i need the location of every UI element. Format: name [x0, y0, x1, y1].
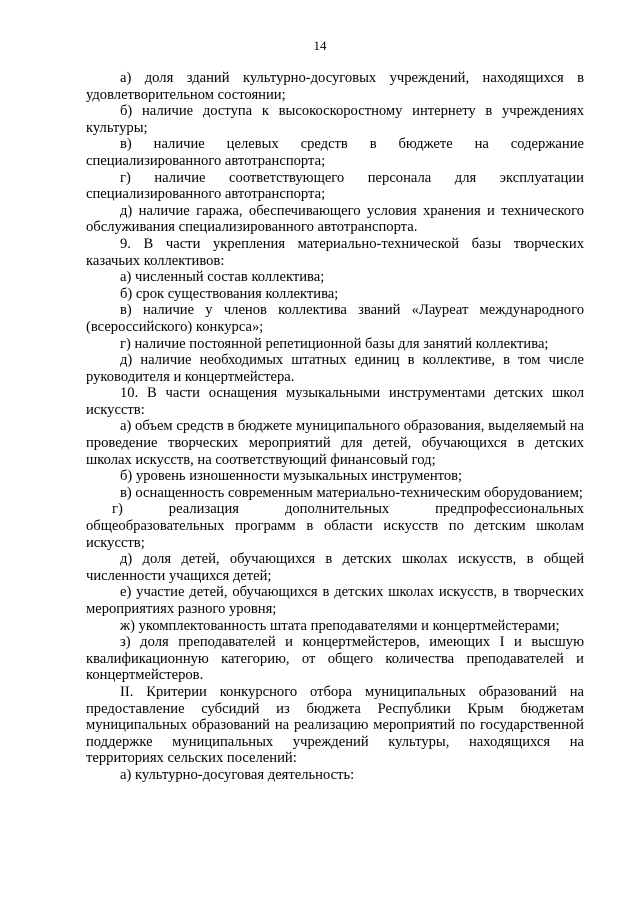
- paragraph-10-g: г) реализация дополнительных предпрофессиональных общеобразовательных программ в области искусств по детским школам искусств;: [86, 501, 584, 551]
- paragraph-item-g-transport-staff: г) наличие соответствующего персонала для эксплуатации специализированного автотранспорта;: [86, 169, 584, 203]
- paragraph-ii-a: а) культурно-досуговая деятельность:: [120, 766, 355, 783]
- paragraph-item-d-garage: д) наличие гаража, обеспечивающего условия хранения и технического обслуживания специализированного автотранспорта.: [86, 202, 584, 236]
- section-9-heading: 9. В части укрепления материально-технической базы творческих казачьих коллективов:: [86, 235, 584, 269]
- paragraph-9-b: б) срок существования коллектива;: [120, 285, 339, 302]
- paragraph-9-g: г) наличие постоянной репетиционной базы для занятий коллектива;: [120, 335, 549, 352]
- document-body: [86, 70, 584, 784]
- section-ii-heading: II. Критерии конкурсного отбора муниципальных образований на предоставление субсидий из бюджета Республики Крым бюджетам муниципальных образований на реализацию мероприятий по государственной поддержке муниципальных учреждений культуры, находящихся на территориях сельских поселений:: [86, 683, 584, 767]
- section-10-heading: 10. В части оснащения музыкальными инструментами детских школ искусств:: [86, 385, 584, 418]
- paragraph-10-a: а) объем средств в бюджете муниципального образования, выделяемый на проведение творческих мероприятий для детей, обучающихся в детских школах искусств, на соответствующий финансовый год;: [86, 418, 584, 468]
- paragraph-10-v: в) оснащенность современным материально-техническим оборудованием;: [120, 484, 583, 501]
- paragraph-10-d: д) доля детей, обучающихся в детских школах искусств, в общей численности учащихся детей;: [86, 551, 584, 584]
- paragraph-10-z: з) доля преподавателей и концертмейстеров, имеющих I и высшую квалификационную категорию, от общего количества преподавателей и концертмейстеров.: [86, 634, 584, 684]
- page-number: 14: [313, 38, 327, 53]
- paragraph-item-a-building-share: а) доля зданий культурно-досуговых учреждений, находящихся в удовлетворительном состоянии;: [86, 70, 584, 103]
- paragraph-10-b: б) уровень изношенности музыкальных инструментов;: [120, 468, 463, 485]
- paragraph-9-v: в) наличие у членов коллектива званий «Лауреат международного (всероссийского) конкурса»;: [86, 302, 584, 335]
- paragraph-item-b-internet-access: б) наличие доступа к высокоскоростному интернету в учреждениях культуры;: [86, 103, 584, 136]
- paragraph-10-zh: ж) укомплектованность штата преподавателями и концертмейстерами;: [120, 617, 560, 634]
- paragraph-9-a: а) численный состав коллектива;: [120, 269, 325, 286]
- paragraph-item-v-transport-funds: в) наличие целевых средств в бюджете на содержание специализированного автотранспорта;: [86, 136, 584, 169]
- paragraph-10-e: е) участие детей, обучающихся в детских школах искусств, в творческих мероприятиях разного уровня;: [86, 584, 584, 617]
- paragraph-9-d: д) наличие необходимых штатных единиц в коллективе, в том числе руководителя и концертмейстера.: [86, 352, 584, 385]
